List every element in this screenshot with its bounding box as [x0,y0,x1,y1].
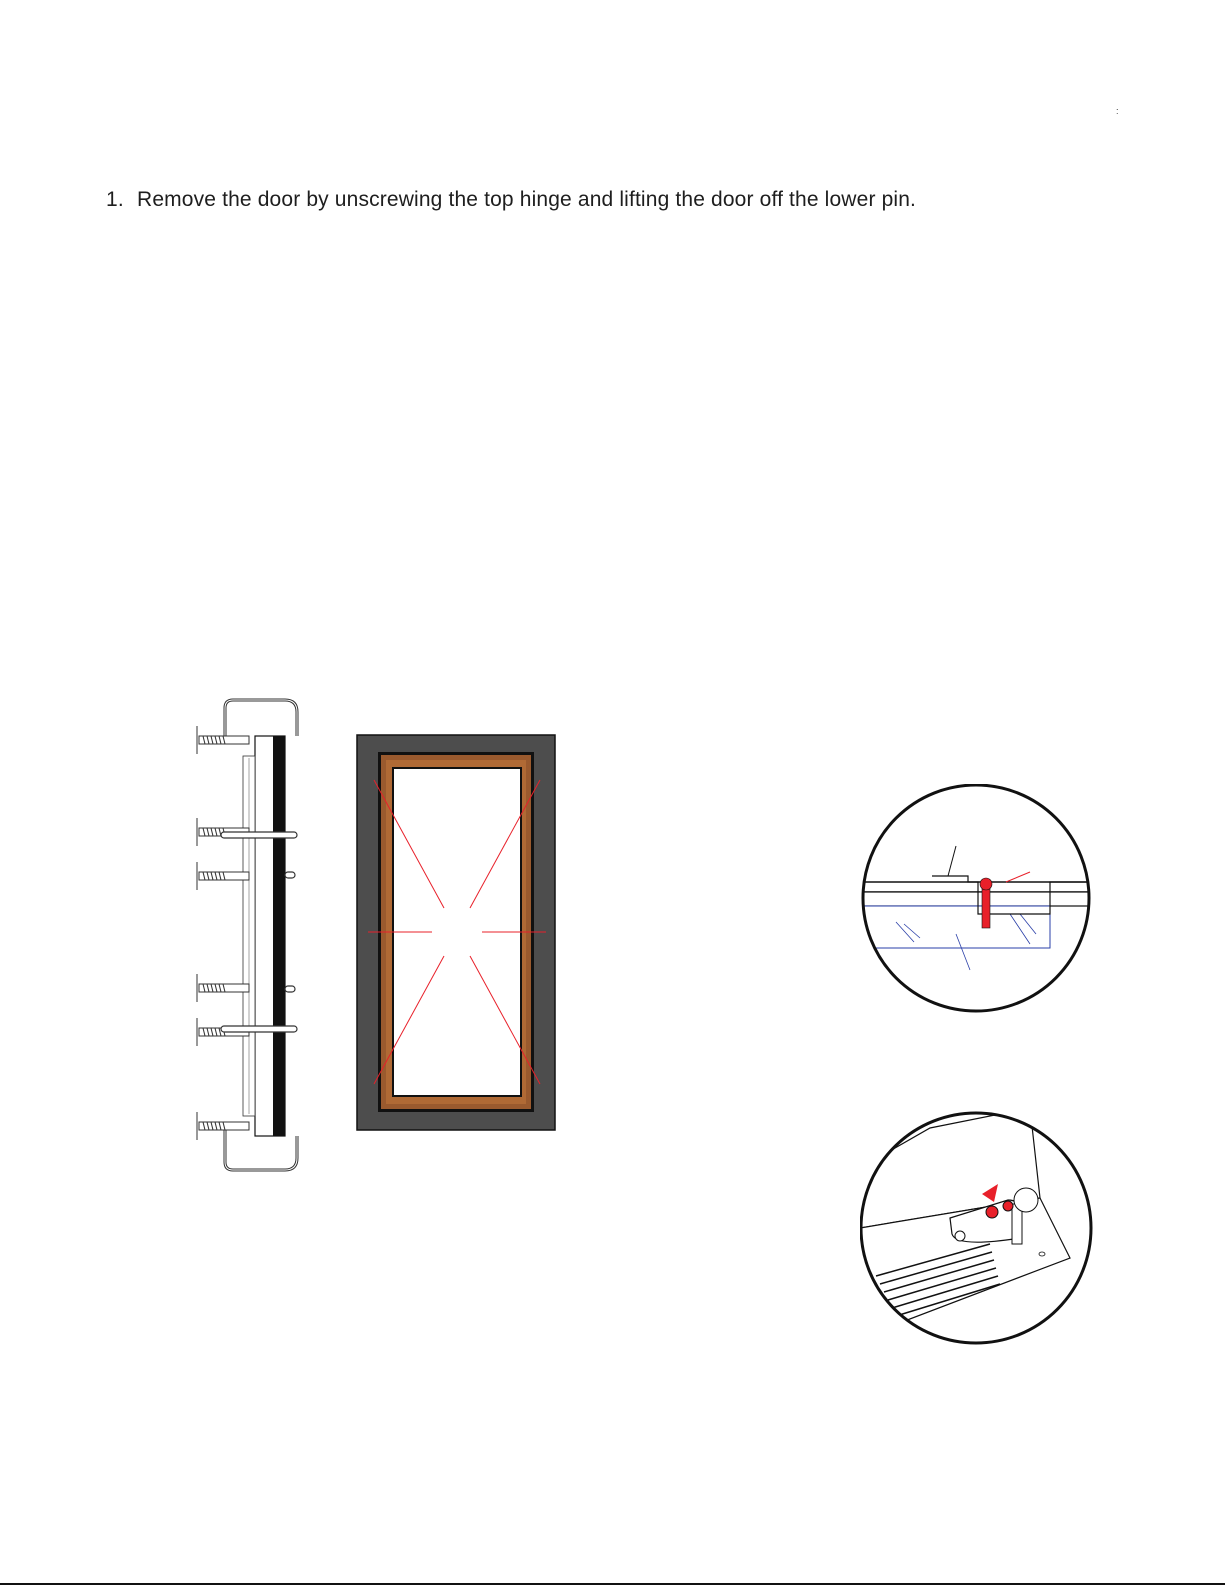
c-clamp-assembly-icon [185,696,305,1186]
instruction-step [106,188,916,212]
screw-detail-icon [860,784,1096,1020]
hinge-detail-icon [860,1108,1100,1348]
corner-mark: : [1116,106,1119,116]
door-frame-icon [356,734,558,1134]
step-number: 1. [106,188,124,211]
step-text: Remove the door by unscrewing the top hinge and lifting the door off the lower pin. [137,188,917,211]
